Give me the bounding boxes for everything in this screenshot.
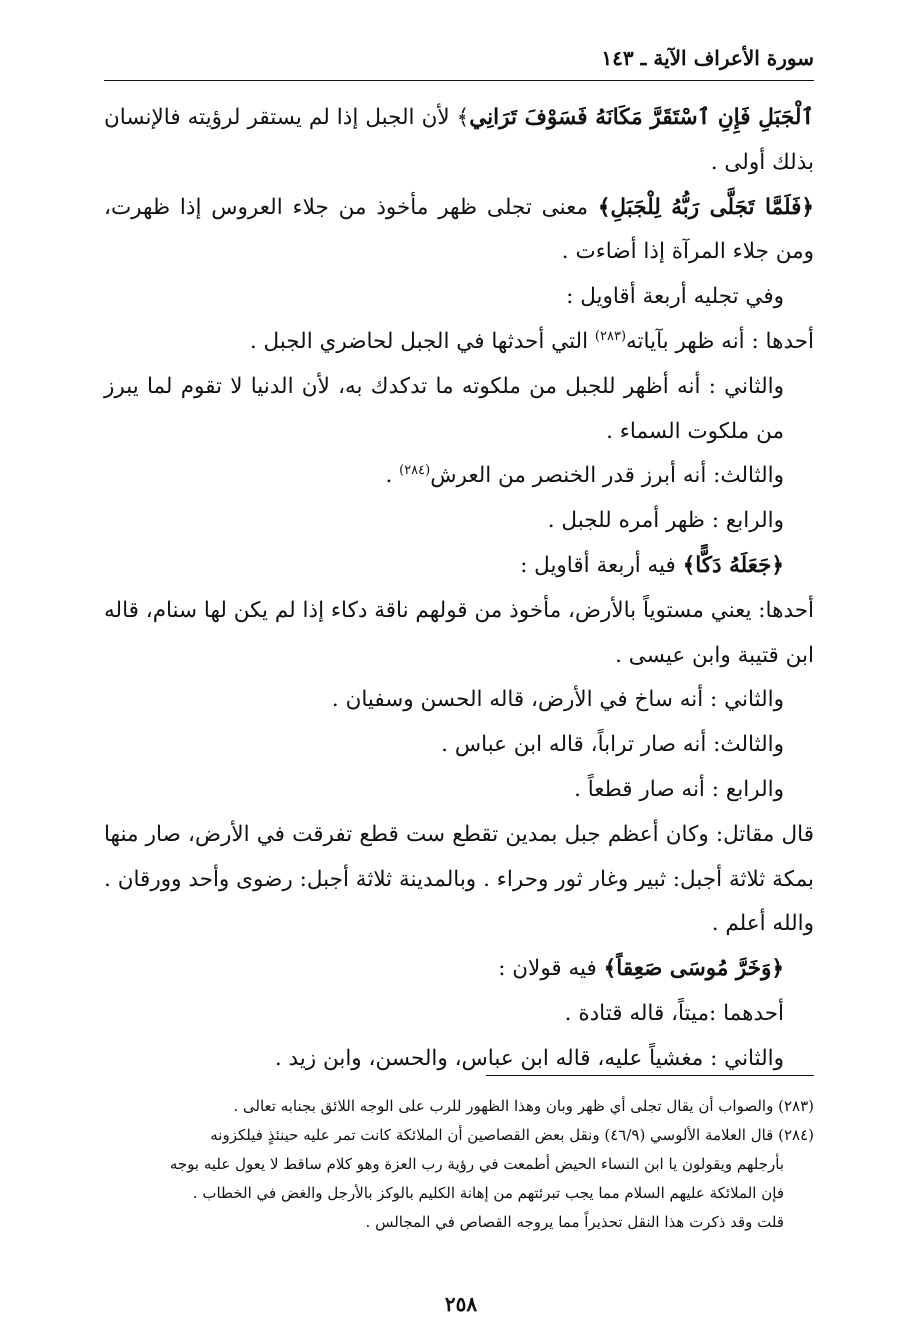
text-segment: أحدها : أنه ظهر بآياته (626, 328, 814, 354)
footnote-ref: (٢٨٣) (594, 328, 627, 344)
quran-verse: ٱلْجَبَلِ فَإِنِ ٱسْتَقَرَّ مَكَانَهُ فَسَوْفَ تَرَانِي (469, 105, 814, 130)
paragraph (104, 186, 814, 276)
text-segment: وفي تجليه أربعة أقاويل : (566, 284, 784, 310)
paragraph (104, 499, 814, 544)
footnote-rule (486, 1075, 814, 1076)
paragraph (104, 589, 814, 679)
text-segment: . (385, 463, 400, 489)
footnotes (104, 1092, 814, 1237)
quran-verse: ﴿جَعَلَهُ دَكًّا﴾ (682, 552, 784, 578)
text-segment: فيه قولان : (498, 956, 604, 982)
text-segment: قال مقاتل: وكان أعظم جبل بمدين تقطع ست قطع تفرقت في الأرض، صار منها بمكة ثلاثة أجبل: ثبير وغار ثور وحراء . وبالمدينة ثلاثة أجبل: رضوى وأحد وورقان . والله أعلم . (104, 821, 814, 937)
text-segment: التي أحدثها في الجبل لحاضري الجبل . (249, 328, 595, 354)
footnote-continuation: بأرجلهم ويقولون يا ابن النساء الحيض أطمعت في رؤية رب العزة وهو كلام ساقط لا يعول عليه بوجه (169, 1155, 784, 1173)
quran-verse: ﴿وَخَرَّ مُوسَى صَعِقاً﴾ (603, 956, 784, 982)
running-header: سورة الأعراف الآية ـ ١٤٣ (601, 46, 814, 70)
paragraph (104, 768, 814, 813)
paragraph (104, 813, 814, 947)
paragraph (104, 992, 814, 1037)
footnote-text: (٢٨٤) قال العلامة الألوسي (٤٦/٩) ونقل بعض القصاصين أن الملائكة كانت تمر عليه حينئذٍ فيلكزونه (210, 1126, 814, 1144)
footnote-ref: (٢٨٤) (399, 463, 431, 479)
text-segment: والثاني : أنه ساخ في الأرض، قاله الحسن وسفيان . (331, 687, 784, 713)
text-segment: والرابع : ظهر أمره للجبل . (547, 508, 784, 534)
paragraph (104, 275, 814, 320)
text-segment: أحدهما :ميتاً، قاله قتادة . (564, 1000, 784, 1026)
text-segment: والرابع : أنه صار قطعاً . (574, 776, 784, 802)
main-text (104, 96, 814, 1082)
paragraph (104, 947, 814, 992)
header-rule (104, 80, 814, 81)
text-segment: والثاني : أنه أظهر للجبل من ملكوته ما تدكدك به، لأن الدنيا لا تقوم لما يبرز من ملكوت السماء . (104, 373, 784, 444)
footnote-text: (٢٨٣) والصواب أن يقال تجلى أي ظهر وبان وهذا الظهور للرب على الوجه اللائق بجنابه تعالى . (233, 1097, 814, 1115)
text-segment: معنى تجلى ظهر مأخوذ من جلاء العروس إذا ظهرت، ومن جلاء المرآة إذا أضاءت . (104, 194, 814, 265)
paragraph (104, 678, 814, 723)
paragraph (104, 544, 814, 589)
text-segment: والثالث: أنه أبرز قدر الخنصر من العرش (430, 463, 784, 489)
paragraph (104, 723, 814, 768)
text-segment: والثالث: أنه صار تراباً، قاله ابن عباس . (441, 732, 784, 758)
footnote-283 (104, 1092, 814, 1121)
paragraph (104, 454, 814, 499)
page-number: ٢٥٨ (444, 1292, 478, 1316)
footnote-284 (104, 1121, 814, 1237)
text-segment: والثاني : مغشياً عليه، قاله ابن عباس، والحسن، وابن زيد . (274, 1045, 784, 1071)
paragraph (104, 365, 814, 455)
footnote-continuation: فإن الملائكة عليهم السلام مما يجب تبرئتهم من إهانة الكليم بالوكز بالأرجل والغض في الخطاب . (192, 1184, 784, 1202)
footnote-continuation: قلت وقد ذكرت هذا النقل تحذيراً مما يروجه القصاص في المجالس . (365, 1213, 784, 1231)
paragraph (104, 96, 814, 186)
text-segment: فيه أربعة أقاويل : (520, 552, 683, 578)
text-segment: أحدها: يعني مستوياً بالأرض، مأخوذ من قولهم ناقة دكاء إذا لم يكن لها سنام، قاله ابن قتيبة وابن عيسى . (104, 597, 814, 668)
paragraph (104, 320, 814, 365)
quran-verse: ﴿فَلَمَّا تَجَلَّى رَبُّهُ لِلْجَبَلِ﴾ (597, 194, 815, 220)
text-segment: ﴾ لأن الجبل إذا لم يستقر لرؤيته فالإنسان بذلك أولى . (104, 105, 814, 175)
